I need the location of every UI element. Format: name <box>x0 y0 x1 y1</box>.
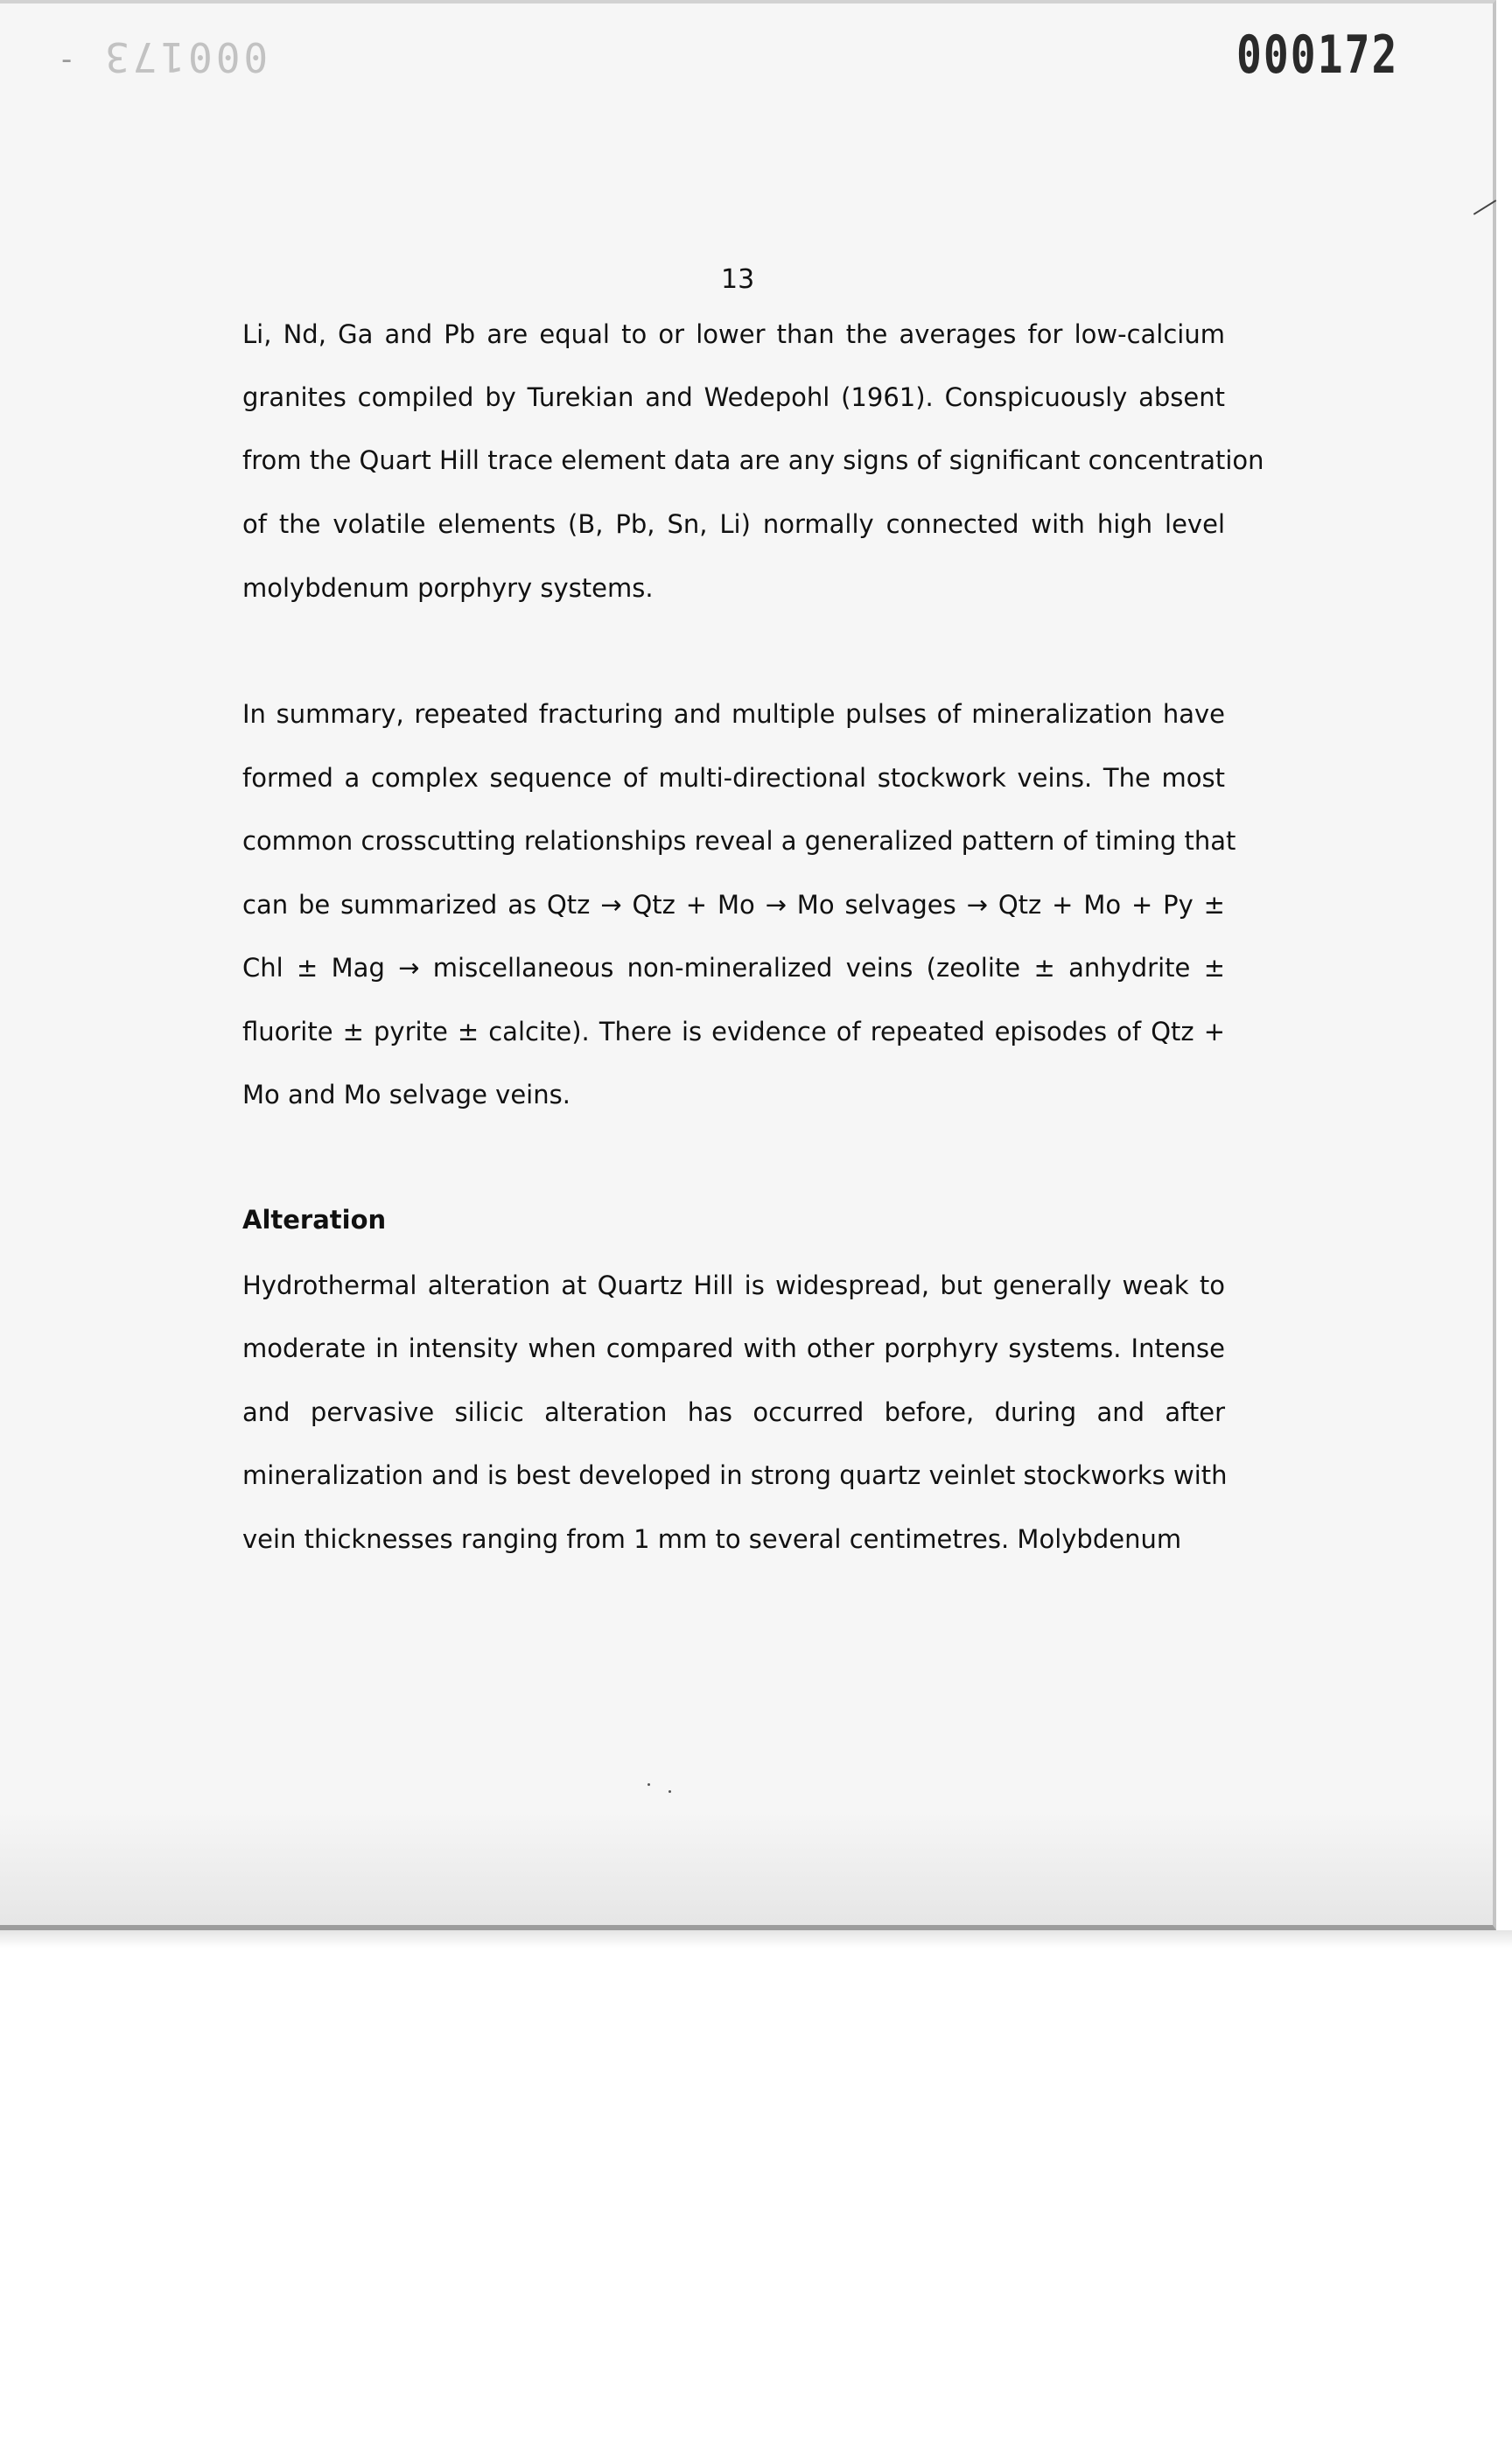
scan-edge-shadow <box>0 1930 1512 1948</box>
corner-pen-mark <box>1474 200 1497 215</box>
paragraph-2-line-2: formed a complex sequence of multi-directional stockwork veins. The most <box>242 763 1225 793</box>
stray-dash-mark: - <box>61 42 73 77</box>
paragraph-1-line-5: molybdenum porphyry systems. <box>242 573 654 603</box>
alteration-line-4: mineralization and is best developed in strong quartz veinlet stockworks with <box>242 1460 1228 1490</box>
section-heading-alteration: Alteration <box>242 1205 387 1235</box>
scan-speck <box>668 1790 671 1793</box>
paragraph-2-line-7: Mo and Mo selvage veins. <box>242 1080 570 1110</box>
alteration-line-5: vein thicknesses ranging from 1 mm to several centimetres. Molybdenum <box>242 1524 1182 1554</box>
paragraph-1-line-3: from the Quart Hill trace element data are any signs of significant concentration <box>242 445 1264 475</box>
paragraph-2-line-1: In summary, repeated fracturing and multiple pulses of mineralization have <box>242 699 1225 729</box>
mirrored-page-stamp: 000173 <box>102 33 269 80</box>
scan-speck <box>648 1783 650 1786</box>
page-stamp-number: 000172 <box>1236 24 1399 86</box>
alteration-line-3: and pervasive silicic alteration has occurred before, during and after <box>242 1397 1225 1427</box>
paragraph-2-line-4: can be summarized as Qtz → Qtz + Mo → Mo selvages → Qtz + Mo + Py ± <box>242 890 1225 920</box>
paragraph-2-line-6: fluorite ± pyrite ± calcite). There is evidence of repeated episodes of Qtz + <box>242 1017 1225 1046</box>
paragraph-2-line-5: Chl ± Mag → miscellaneous non-mineralized veins (zeolite ± anhydrite ± <box>242 953 1225 983</box>
alteration-line-2: moderate in intensity when compared with other porphyry systems. Intense <box>242 1334 1225 1363</box>
page-number: 13 <box>721 264 755 295</box>
alteration-line-1: Hydrothermal alteration at Quartz Hill is widespread, but generally weak to <box>242 1270 1225 1300</box>
paragraph-2-line-3: common crosscutting relationships reveal a generalized pattern of timing that <box>242 826 1236 856</box>
paragraph-1-line-4: of the volatile elements (B, Pb, Sn, Li) normally connected with high level <box>242 509 1225 539</box>
paragraph-1-line-2: granites compiled by Turekian and Wedepohl (1961). Conspicuously absent <box>242 382 1225 412</box>
paragraph-1-line-1: Li, Nd, Ga and Pb are equal to or lower than the averages for low-calcium <box>242 319 1225 349</box>
